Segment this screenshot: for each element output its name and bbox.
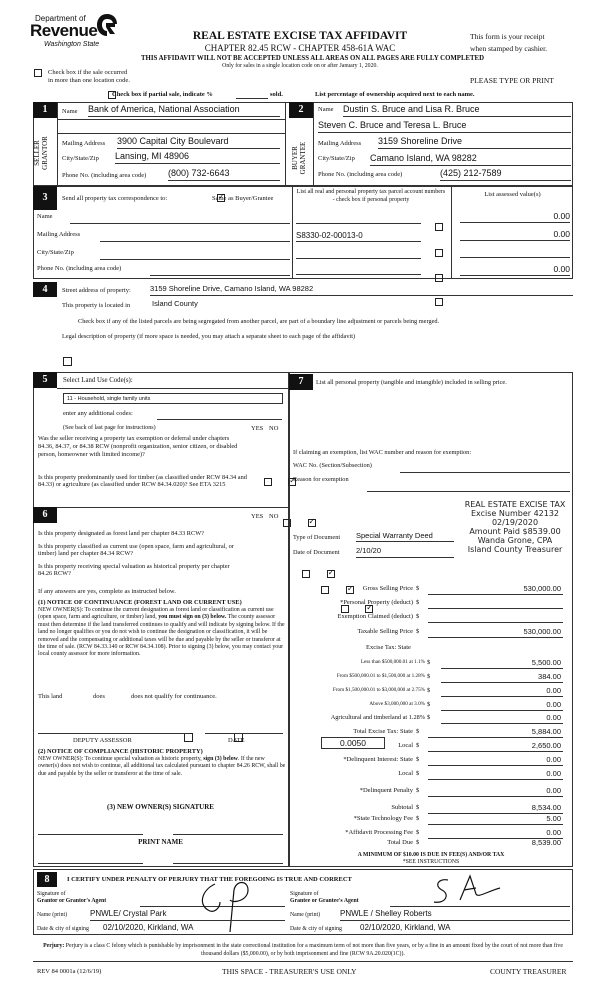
deputy-assessor-signature[interactable] (38, 733, 190, 734)
stamp-line-4: Amount Paid $8539.00 (469, 527, 561, 536)
yes-header-6: YES (251, 513, 264, 520)
historical-question: Is this property receiving special valuation as historical property per chapter 84.26 RCW? (38, 563, 230, 577)
section-4-number: 4 (33, 282, 57, 297)
notice-1-text: NEW OWNER(S): To continue the current designation as forest land or classification as current use (open space, farm and agriculture, or timber) land, you must sign on (3) below. The county assessor must then determine if the land transferred continues to qualify and will indicate by signing below. If the land no longer qualifies or you do not wish to continue the designation or classification, it will be removed and the compensating or additional taxes will be due and payable by the seller or transferor at the time of sale. (RCW 84.33.140 or RCW 84.34.108). Prior to signing (3) below, you may contact your local county assessor for more information. (38, 607, 285, 658)
local-tax-field[interactable]: 2,650.00 (428, 741, 563, 752)
print-name-2[interactable] (173, 863, 283, 864)
minimum-due-note: A MINIMUM OF $10.00 IS DUE IN FEE(S) AND/OR TAX (357, 852, 505, 858)
buyer-name-field-2[interactable]: Steven C. Bruce and Teresa L. Bruce (318, 120, 571, 133)
corr-phone-field[interactable] (150, 275, 290, 276)
if-yes-note: If any answers are yes, complete as instructed below. (38, 588, 176, 595)
subtotal-field[interactable]: 8,534.00 (428, 803, 563, 814)
bracket-value-field[interactable]: 384.00 (441, 672, 563, 683)
wac-field[interactable] (400, 472, 570, 473)
stamp-line-1: REAL ESTATE EXCISE TAX (464, 500, 566, 509)
partial-sale-label: Check box if partial sale, indicate % (112, 91, 213, 98)
parcel-header: List all real and personal property tax parcel account numbers - check box if personal property (296, 189, 446, 203)
delinquent-penalty-field[interactable]: 0.00 (428, 786, 563, 797)
gross-selling-price-field[interactable]: 530,000.00 (428, 584, 563, 595)
grantor-date-field[interactable]: 02/10/2020, Kirkland, WA (103, 923, 285, 935)
total-state-field[interactable]: 5,884.00 (428, 727, 563, 738)
buyer-phone-label: Phone No. (including area code) (318, 171, 403, 178)
new-owner-signature-title: (3) NEW OWNER(S) SIGNATURE (107, 803, 214, 811)
buyer-phone-field[interactable]: (425) 212-7589 (440, 168, 571, 181)
corr-phone-label: Phone No. (including area code) (37, 265, 122, 272)
seller-mailing-field[interactable]: 3900 Capital City Boulevard (117, 136, 280, 149)
parcel-number-field[interactable] (296, 213, 421, 224)
does-label: does (93, 693, 105, 700)
delinquent-interest-state-row: *Delinquent Interest: State $ 0.00 (343, 755, 561, 764)
print-name-label: PRINT NAME (138, 838, 183, 846)
does-qualify-checkbox[interactable] (184, 733, 193, 742)
receipt-note-1: This form is your receipt (470, 32, 545, 41)
buyer-name-label: Name (318, 106, 334, 113)
section-5-number: 5 (33, 372, 57, 388)
section-1-number: 1 (33, 102, 57, 118)
bracket-value-field[interactable]: 0.00 (441, 686, 563, 697)
same-as-buyer-label: Same as Buyer/Grantee (212, 195, 274, 202)
tech-fee-field[interactable]: 5.00 (428, 814, 563, 825)
logo-sub-text: Washington State (44, 41, 100, 48)
bracket-row: Less than $500,000.01 at 1.1% $ 5,500.00 (360, 658, 561, 667)
notice-1-title: (1) NOTICE OF CONTINUANCE (FOREST LAND OR CURRENT USE) (38, 599, 242, 606)
dor-swirl-icon (95, 12, 119, 38)
corr-mailing-field[interactable] (100, 241, 290, 242)
subtotal-row: Subtotal $ 8,534.00 (391, 803, 561, 812)
processing-fee-row: *Affidavit Processing Fee $ 0.00 (345, 828, 561, 837)
logo-main-text: Revenue (30, 21, 98, 40)
grantee-sig-label-1: Signature of (290, 891, 319, 897)
delinquent-interest-state-field[interactable]: 0.00 (428, 755, 563, 766)
stamp-line-3: 02/19/2020 (491, 518, 539, 527)
seller-name-label: Name (62, 108, 78, 115)
bracket-row: Agricultural and timberland at 1.28% $ 0.00 (330, 713, 561, 722)
grantee-date-label: Date & city of signing (290, 926, 342, 932)
grantee-name-label: Name (print) (290, 912, 321, 918)
grantor-name-label: Name (print) (37, 912, 68, 918)
seller-city-field[interactable]: Lansing, MI 48906 (115, 151, 280, 164)
deputy-assessor-label: DEPUTY ASSESSOR (73, 737, 132, 744)
located-in-label: This property is located in (62, 302, 131, 309)
exemption-claim-label: If claiming an exemption, list WAC number and reason for exemption: (293, 449, 472, 456)
assessor-date-field[interactable] (205, 733, 283, 734)
personal-property-checkbox[interactable] (435, 298, 443, 306)
stamp-line-6: Island County Treasurer (467, 545, 563, 554)
grantee-sig-label-2: Grantee or Grantee's Agent (290, 898, 359, 904)
corr-name-label: Name (37, 213, 53, 220)
bracket-value-field[interactable]: 5,500.00 (441, 658, 563, 669)
segregated-label: Check box if any of the listed parcels are being segregated from another parcel, are part of a boundary line adjustment or parcels being merged. (78, 318, 440, 325)
grantor-sig-label-1: Signature of (37, 891, 66, 897)
corr-name-field[interactable] (70, 223, 290, 224)
multi-location-label-1: Check box if the sale occurred (48, 69, 128, 76)
total-due-row: Total Due $ 8,539.00 (387, 838, 561, 847)
assessed-value-field[interactable] (460, 246, 570, 258)
bracket-row: Above $3,000,000 at 3.0% $ 0.00 (369, 700, 561, 709)
exemption-reason-label: Reason for exemption (293, 476, 349, 483)
completion-warning: THIS AFFIDAVIT WILL NOT BE ACCEPTED UNLESS ALL AREAS ON ALL PAGES ARE FULLY COMPLETED (141, 55, 484, 62)
ownership-note: List percentage of ownership acquired next to each name. (315, 91, 475, 98)
parcel-number-field[interactable] (296, 248, 421, 259)
additional-codes-field[interactable] (157, 419, 282, 420)
corr-mailing-label: Mailing Address (37, 231, 81, 238)
corr-city-field[interactable] (100, 259, 290, 260)
personal-property-deduct-field[interactable] (428, 598, 563, 609)
personal-property-checkbox[interactable] (435, 223, 443, 231)
parcel-number-field[interactable] (296, 264, 421, 275)
seller-mailing-label: Mailing Address (62, 140, 106, 147)
grantee-name-field[interactable]: PNWLE / Shelley Roberts (340, 909, 570, 921)
doc-type-field[interactable]: Special Warranty Deed (356, 531, 454, 542)
treasurer-stamp (455, 500, 575, 554)
grantor-date-label: Date & city of signing (37, 926, 89, 932)
exemption-reason-field[interactable] (367, 491, 570, 492)
bracket-value-field[interactable]: 0.00 (441, 700, 563, 711)
doc-type-label: Type of Document (293, 534, 341, 541)
bracket-row: From $500,000.01 to $1,500,000 at 1.28% $ 384.00 (336, 672, 561, 681)
legal-description-label: Legal description of property (if more space is needed, you may attach a separate sheet to each page of the affidavit) (62, 333, 356, 340)
buyer-label: BUYER (291, 146, 299, 170)
stamp-line-2: Excise Number 42132 (470, 509, 560, 518)
seller-phone-label: Phone No. (including area code) (62, 172, 147, 179)
new-owner-signature-1[interactable] (38, 834, 143, 835)
this-land-label: This land (38, 693, 63, 700)
delinquent-penalty-row: *Delinquent Penalty $ 0.00 (359, 786, 561, 795)
land-use-value: 11 - Household, single family units (67, 396, 151, 402)
buyer-name-field[interactable]: Dustin S. Bruce and Lisa R. Bruce (343, 104, 571, 117)
send-correspondence-label: Send all property tax correspondence to: (62, 195, 168, 202)
assessed-value-field[interactable]: 0.00 (460, 264, 570, 276)
grantor-label: GRANTOR (41, 136, 49, 170)
local-tax-row: Local $ 2,650.00 (398, 741, 561, 750)
tech-fee-row: *State Technology Fee $ 5.00 (353, 814, 561, 823)
does-not-label: does not qualify for continuance. (131, 693, 217, 700)
partial-sale-sold: sold. (270, 91, 283, 98)
doc-date-field[interactable]: 2/10/20 (356, 546, 454, 558)
certify-statement: I CERTIFY UNDER PENALTY OF PERJURY THAT THE FOREGOING IS TRUE AND CORRECT (67, 876, 352, 883)
additional-codes-label: enter any additional codes: (63, 410, 133, 417)
assessed-value-field[interactable]: 0.00 (460, 211, 570, 223)
wac-label: WAC No. (Section/Subsection) (293, 462, 372, 469)
taxable-selling-price-field[interactable]: 530,000.00 (428, 627, 563, 638)
dor-logo (30, 10, 120, 50)
total-due-field[interactable]: 8,539.00 (531, 838, 561, 847)
please-print: PLEASE TYPE OR PRINT (470, 76, 554, 85)
current-use-question: Is this property classified as current use (open space, farm and agricultural, or timber) land per chapter 84.34 RCW? (38, 543, 234, 557)
personal-property-deduct-row: *Personal Property (deduct) $ (293, 597, 573, 610)
seller-label: SELLER (33, 140, 41, 166)
rev-number: REV 84 0001a (12/6/19) (37, 968, 102, 975)
corr-city-label: City/State/Zip (37, 249, 74, 256)
bracket-value-field[interactable]: 0.00 (441, 713, 563, 724)
receipt-note-2: when stamped by cashier. (470, 44, 548, 53)
buyer-mailing-field[interactable]: 3159 Shoreline Drive (378, 136, 571, 149)
form-subtitle: CHAPTER 82.45 RCW - CHAPTER 458-61A WAC (204, 43, 396, 53)
new-owner-signature-2[interactable] (173, 834, 283, 835)
partial-sale-percent-input[interactable] (236, 98, 268, 99)
grantee-date-field[interactable]: 02/10/2020, Kirkland, WA (360, 923, 570, 935)
location-code-note: Only for sales in a single location code on or after January 1, 2020. (222, 63, 378, 69)
forest-land-question: Is this property designated as forest land per chapter 84.33 RCW? (38, 530, 204, 537)
notice-2-title: (2) NOTICE OF COMPLIANCE (HISTORIC PROPERTY) (38, 748, 203, 755)
land-use-label: Select Land Use Code(s): (63, 377, 133, 384)
form-title: REAL ESTATE EXCISE TAX AFFIDAVIT (192, 30, 408, 42)
seller-grantor-label (33, 120, 57, 186)
no-header: NO (269, 425, 279, 432)
doc-date-label: Date of Document (293, 549, 340, 556)
personal-property-checkbox[interactable] (435, 274, 443, 282)
logo-top-text: Department of (35, 14, 86, 23)
section-7-number: 7 (289, 374, 313, 390)
section-8-number: 8 (37, 872, 57, 887)
personal-property-field[interactable] (293, 392, 569, 442)
delinquent-interest-local-row: Local $ 0.00 (398, 769, 561, 778)
perjury-notice: Perjury: Perjury is a class C felony which is punishable by imprisonment in the state correctional institution for a maximum term of not more than five years, or by a fine in an amount fixed by the court of not more than five thousand dollars ($5,000.00), or by both imprisonment and fine (RCW 9A.20.020(1C)). (43, 943, 563, 957)
stamp-line-5: Wanda Grone, CPA (477, 536, 553, 545)
seller-name-field[interactable]: Bank of America, National Association (88, 104, 280, 117)
processing-fee-field[interactable]: 0.00 (428, 828, 563, 839)
street-address-field[interactable]: 3159 Shoreline Drive, Camano Island, WA 98282 (150, 284, 573, 296)
excise-tax-state-label: Excise Tax: State (366, 644, 411, 651)
assessed-header: List assessed value(s) (484, 191, 541, 198)
buyer-city-field[interactable]: Camano Island, WA 98282 (370, 153, 571, 166)
bracket-row: From $1,500,000.01 to $3,000,000 at 2.75% $ 0.00 (332, 686, 561, 695)
personal-property-checkbox[interactable] (435, 249, 443, 257)
section-3-number: 3 (33, 186, 57, 210)
assessed-value-field[interactable]: 0.00 (460, 229, 570, 241)
print-name-1[interactable] (38, 863, 143, 864)
multi-location-checkbox[interactable] (34, 69, 42, 77)
see-instructions-note: *SEE INSTRUCTIONS (402, 859, 460, 865)
street-address-label: Street address of property: (62, 287, 131, 294)
grantor-sig-label-2: Grantor or Grantor's Agent (37, 898, 107, 904)
grantee-label: GRANTEE (299, 141, 307, 175)
buyer-mailing-label: Mailing Address (318, 140, 362, 147)
total-state-row: Total Excise Tax: State $ 5,884.00 (353, 727, 561, 736)
exemption-yes-checkbox[interactable] (264, 478, 272, 486)
buyer-grantee-label (289, 135, 313, 185)
personal-property-label: List all personal property (tangible and intangible) included in selling price. (316, 379, 507, 386)
treasurer-use-label: THIS SPACE - TREASURER'S USE ONLY (222, 967, 357, 976)
notice-2-text: NEW OWNER(S): To continue special valuation as historic property, sign (3) below. If the new owner(s) does not wish to continue, all additional tax calculated pursuant to chapter 84.26 RCW, shall be due and payable by the seller or transferor at the time of sale. (38, 756, 286, 777)
timber-question: Is this property predominantly used for timber (as classified under RCW 84.34 and 84.33) or agriculture (as classified under RCW 84.34.020)? See ETA 3215 (38, 474, 247, 488)
seller-city-label: City/State/Zip (62, 155, 99, 162)
see-back-label: (See back of last page for instructions) (63, 425, 156, 431)
date-label: DATE (228, 737, 245, 744)
multi-location-label-2: in more than one location code. (48, 77, 130, 84)
legal-description-field[interactable] (62, 343, 572, 368)
parcel-number-field[interactable]: S8330-02-00013-0 (296, 231, 421, 242)
section-2-number: 2 (289, 102, 313, 118)
local-rate-field[interactable]: 0.0050 (321, 737, 385, 749)
county-field[interactable]: Island County (152, 299, 198, 308)
buyer-city-label: City/State/Zip (318, 155, 355, 162)
grantee-signature-scribble (430, 872, 510, 907)
section-6-number: 6 (33, 507, 57, 523)
exemption-claimed-row: Exemption Claimed (deduct) $ (293, 611, 573, 624)
exemption-claimed-field[interactable] (428, 612, 563, 623)
land-use-select[interactable] (63, 393, 283, 404)
county-treasurer-label: COUNTY TREASURER (490, 967, 567, 976)
yes-header: YES (251, 425, 264, 432)
taxable-selling-price-row: Taxable Selling Price $ 530,000.00 (357, 627, 561, 636)
grantor-name-field[interactable]: PNWLE/ Crystal Park (90, 909, 285, 921)
gross-selling-price-row: Gross Selling Price $ 530,000.00 (362, 584, 561, 593)
delinquent-interest-local-field[interactable]: 0.00 (428, 769, 563, 780)
no-header-6: NO (269, 513, 279, 520)
seller-phone-field[interactable]: (800) 732-6643 (168, 168, 280, 181)
exemption-question: Was the seller receiving a property tax exemption or deferral under chapters 84.36, 84.37, or 84.38 RCW (nonprofit organization, senior citizen, or disabled person, homeowner with limited income)? (38, 435, 238, 458)
